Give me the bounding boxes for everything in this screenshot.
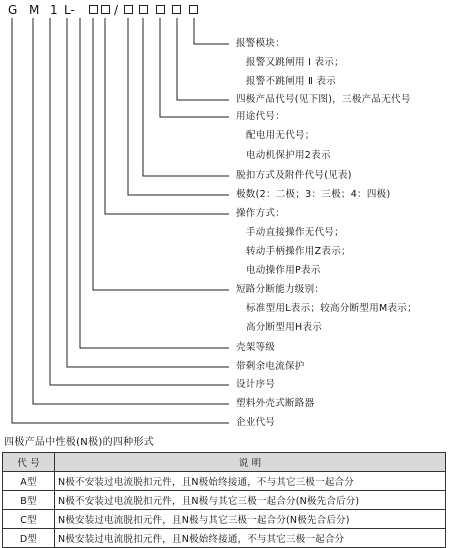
label-breaking-2: 高分断型用H表示 (246, 322, 323, 333)
label-alarm-module: 报警模块： (236, 38, 286, 49)
code-digit-1: 1 (50, 3, 58, 17)
label-usage-1: 配电用无代号； (246, 130, 315, 141)
label-usage-2: 电动机保护用2表示 (246, 150, 331, 161)
label-frame: 壳架等级 (236, 342, 276, 353)
label-release-code: 脱扣方式及附件代号(见表) (236, 170, 352, 181)
label-four-pole-code: 四极产品代号(见下图)，三极产品无代号 (236, 94, 411, 105)
cell-code: C型 (3, 510, 55, 529)
label-op-1: 手动直接操作无代号； (246, 227, 345, 238)
cell-description: N极安装过电流脱扣元件，且N极始终接通，不与其它三极一起合分 (55, 529, 446, 548)
label-company: 企业代号 (236, 417, 276, 428)
cell-description: N极不安装过电流脱扣元件，且N极与其它三极一起合分(N极先合后分) (55, 491, 446, 510)
table-row (3, 491, 446, 510)
label-alarm-trip-2: 报警不跳闸用 Ⅱ 表示 (246, 76, 337, 87)
header-description: 说 明 (55, 453, 446, 472)
label-design-no: 设计序号 (236, 379, 276, 390)
cell-code: B型 (3, 491, 55, 510)
header-code: 代 号 (3, 453, 55, 472)
code-letter-l: L- (64, 3, 75, 17)
cell-code: D型 (3, 529, 55, 548)
code-letter-g: G (8, 3, 18, 17)
table-row (3, 510, 446, 529)
code-slash: / (114, 3, 119, 17)
label-mccb: 塑料外壳式断路器 (236, 398, 315, 409)
label-poles: 极数(2：二极；3：三极；4：四极) (236, 189, 391, 200)
label-breaking-1: 标准型用L表示；较高分断型用M表示； (246, 303, 417, 314)
neutral-pole-table (2, 452, 446, 548)
label-op-2: 转动手柄操作用Z表示； (246, 246, 351, 257)
table-header-row (3, 453, 446, 472)
cell-description: N极安装过电流脱扣元件，且N极与其它三极一起合分(N极先合后分) (55, 510, 446, 529)
label-breaking: 短路分断能力级别： (236, 284, 325, 295)
cell-code: A型 (3, 472, 55, 491)
label-residual: 带剩余电流保护 (236, 361, 305, 372)
label-operation: 操作方式： (236, 208, 286, 219)
table-row (3, 472, 446, 491)
label-op-3: 电动操作用P表示 (246, 265, 321, 276)
code-letter-m: M (29, 3, 40, 17)
cell-description: N极不安装过电流脱扣元件，且N极始终接通，不与其它三极一起合分 (55, 472, 446, 491)
table-title: 四极产品中性极(N极)的四种形式 (4, 437, 155, 448)
label-usage-code: 用途代号： (236, 111, 286, 122)
label-alarm-trip-1: 报警又跳闸用 Ⅰ 表示； (246, 57, 344, 68)
